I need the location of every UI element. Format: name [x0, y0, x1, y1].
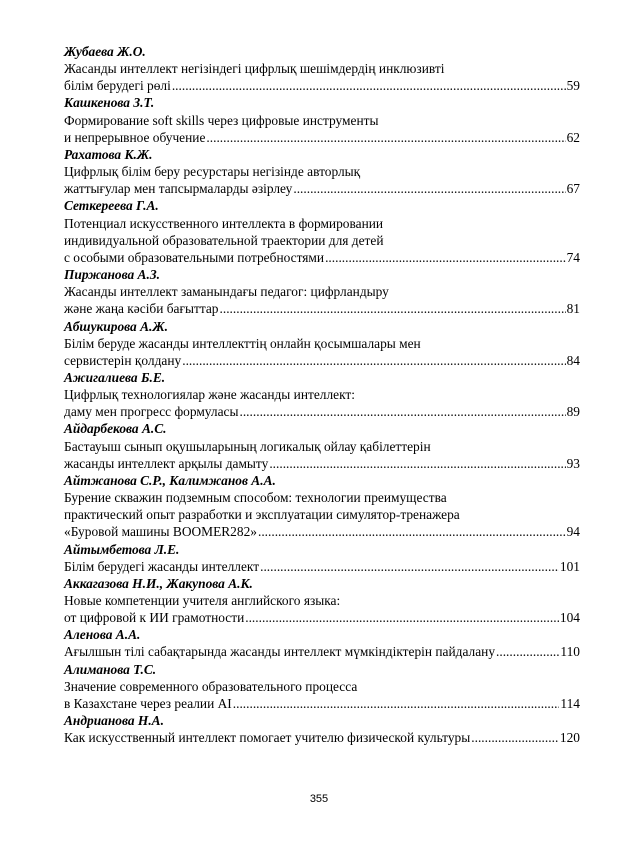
entry-last-line — [64, 558, 580, 575]
dot-leader — [206, 129, 565, 146]
entry-author: Айдарбекова А.С. — [64, 421, 167, 437]
toc-entry — [64, 472, 580, 541]
entry-last-line — [64, 352, 580, 369]
dot-leader — [258, 523, 566, 540]
entry-page-number: 94 — [566, 524, 580, 540]
entry-last-line — [64, 695, 580, 712]
entry-title-last: жасанды интеллект арқылы дамыту — [64, 455, 269, 471]
entry-last-line — [64, 609, 580, 626]
entry-title-last: Ағылшын тілі сабақтарында жасанды интеллект мүмкіндіктерін пайдалану — [64, 644, 496, 660]
entry-title-line: Бурение скважин подземным способом: технологии преимущества — [64, 490, 447, 506]
entry-page-number: 89 — [566, 404, 580, 420]
entry-page-number: 120 — [559, 730, 580, 746]
entry-last-line — [64, 77, 580, 94]
entry-title-line: Бастауыш сынып оқушыларының логикалық ойлау қабілеттерін — [64, 438, 431, 454]
entry-title-line: Жасанды интеллект заманындағы педагог: цифрландыру — [64, 284, 389, 300]
entry-title-line: Формирование soft skills через цифровые инструменты — [64, 112, 379, 128]
entry-author: Рахатова К.Ж. — [64, 146, 153, 162]
entry-page-number: 93 — [566, 455, 580, 471]
entry-title-last: от цифровой к ИИ грамотности — [64, 610, 245, 626]
entry-title-last: және жаңа кәсіби бағыттар — [64, 301, 219, 317]
dot-leader — [245, 609, 559, 626]
toc-entry — [64, 541, 580, 575]
dot-leader — [172, 77, 566, 94]
entry-title-line: индивидуальной образовательной траектории для детей — [64, 232, 384, 248]
entry-title-last: сервистерін қолдану — [64, 352, 182, 368]
entry-author: Жубаева Ж.О. — [64, 44, 146, 59]
toc-entry — [64, 318, 580, 369]
dot-leader — [233, 695, 560, 712]
entry-title-last: в Казахстане через реалии AI — [64, 695, 232, 711]
entry-last-line — [64, 129, 580, 146]
entry-page-number: 74 — [566, 249, 580, 265]
entry-title-last: даму мен прогресс формуласы — [64, 404, 239, 420]
entry-author: Кашкенова З.Т. — [64, 95, 155, 111]
entry-last-line — [64, 403, 580, 420]
entry-page-number: 81 — [566, 301, 580, 317]
entry-author: Ажигалиева Б.Е. — [64, 369, 166, 385]
dot-leader — [182, 352, 565, 369]
entry-last-line — [64, 455, 580, 472]
entry-title-last: жаттығулар мен тапсырмаларды әзірлеу — [64, 181, 293, 197]
entry-title-last: и непрерывное обучение — [64, 129, 206, 145]
entry-author: Аккагазова Н.И., Жакупова А.К. — [64, 575, 253, 591]
entry-last-line — [64, 729, 580, 746]
entry-page-number: 84 — [566, 352, 580, 368]
dot-leader — [269, 455, 565, 472]
entry-author: Айтжанова С.Р., Калимжанов А.А. — [64, 472, 276, 488]
entry-author: Андрианова Н.А. — [64, 713, 164, 729]
entry-author: Аленова А.А. — [64, 627, 141, 643]
toc-entry — [64, 197, 580, 266]
toc-entry — [64, 146, 580, 197]
entry-last-line — [64, 643, 580, 660]
entry-page-number: 62 — [566, 129, 580, 145]
entry-page-number: 67 — [566, 181, 580, 197]
entry-page-number: 110 — [560, 644, 580, 660]
dot-leader — [260, 558, 559, 575]
entry-title-line: Цифрлық білім беру ресурстары негізінде авторлық — [64, 164, 361, 180]
entry-last-line — [64, 300, 580, 317]
entry-author: Сеткереева Г.А. — [64, 198, 159, 214]
entry-author: Пиржанова А.З. — [64, 267, 160, 283]
table-of-contents — [64, 43, 580, 746]
toc-entry — [64, 420, 580, 471]
entry-title-last: Білім берудегі жасанды интеллект — [64, 558, 260, 574]
entry-last-line — [64, 180, 580, 197]
entry-title-line: Новые компетенции учителя английского языка: — [64, 593, 341, 608]
toc-entry — [64, 661, 580, 712]
page-number: 355 — [309, 793, 329, 805]
entry-title-line: Потенциал искусственного интеллекта в формировании — [64, 215, 384, 231]
entry-title-line: практический опыт разработки и эксплуатации симулятор-тренажера — [64, 507, 460, 523]
toc-entry — [64, 575, 580, 626]
toc-entry — [64, 266, 580, 317]
entry-page-number: 59 — [566, 78, 580, 94]
dot-leader — [325, 249, 566, 266]
toc-entry — [64, 94, 580, 145]
dot-leader — [471, 729, 559, 746]
entry-title-last: с особыми образовательными потребностями — [64, 249, 325, 265]
entry-title-line: Цифрлық технологиялар және жасанды интеллект: — [64, 387, 355, 403]
entry-page-number: 114 — [560, 695, 580, 711]
entry-title-last: «Буровой машины BOOMER282» — [64, 524, 257, 540]
dot-leader — [496, 643, 559, 660]
entry-title-last: Как искусственный интеллект помогает учителю физической культуры — [64, 730, 471, 746]
entry-author: Алиманова Т.С. — [64, 661, 157, 677]
entry-title-line: Білім беруде жасанды интеллекттің онлайн қосымшалары мен — [64, 335, 421, 351]
entry-title-line: Значение современного образовательного процесса — [64, 678, 358, 694]
dot-leader — [293, 180, 565, 197]
entry-last-line — [64, 523, 580, 540]
toc-entry — [64, 43, 580, 94]
entry-last-line — [64, 249, 580, 266]
dot-leader — [220, 300, 566, 317]
entry-title-last: білім берудегі рөлі — [64, 78, 171, 94]
dot-leader — [239, 403, 565, 420]
entry-title-line: Жасанды интеллект негізіндегі цифрлық шешімдердің инклюзивті — [64, 61, 445, 77]
toc-entry — [64, 626, 580, 660]
toc-entry — [64, 369, 580, 420]
entry-author: Абшукирова А.Ж. — [64, 318, 168, 334]
entry-author: Айтымбетова Л.Е. — [64, 541, 180, 557]
toc-entry — [64, 712, 580, 746]
entry-page-number: 104 — [559, 610, 580, 626]
entry-page-number: 101 — [559, 558, 580, 574]
